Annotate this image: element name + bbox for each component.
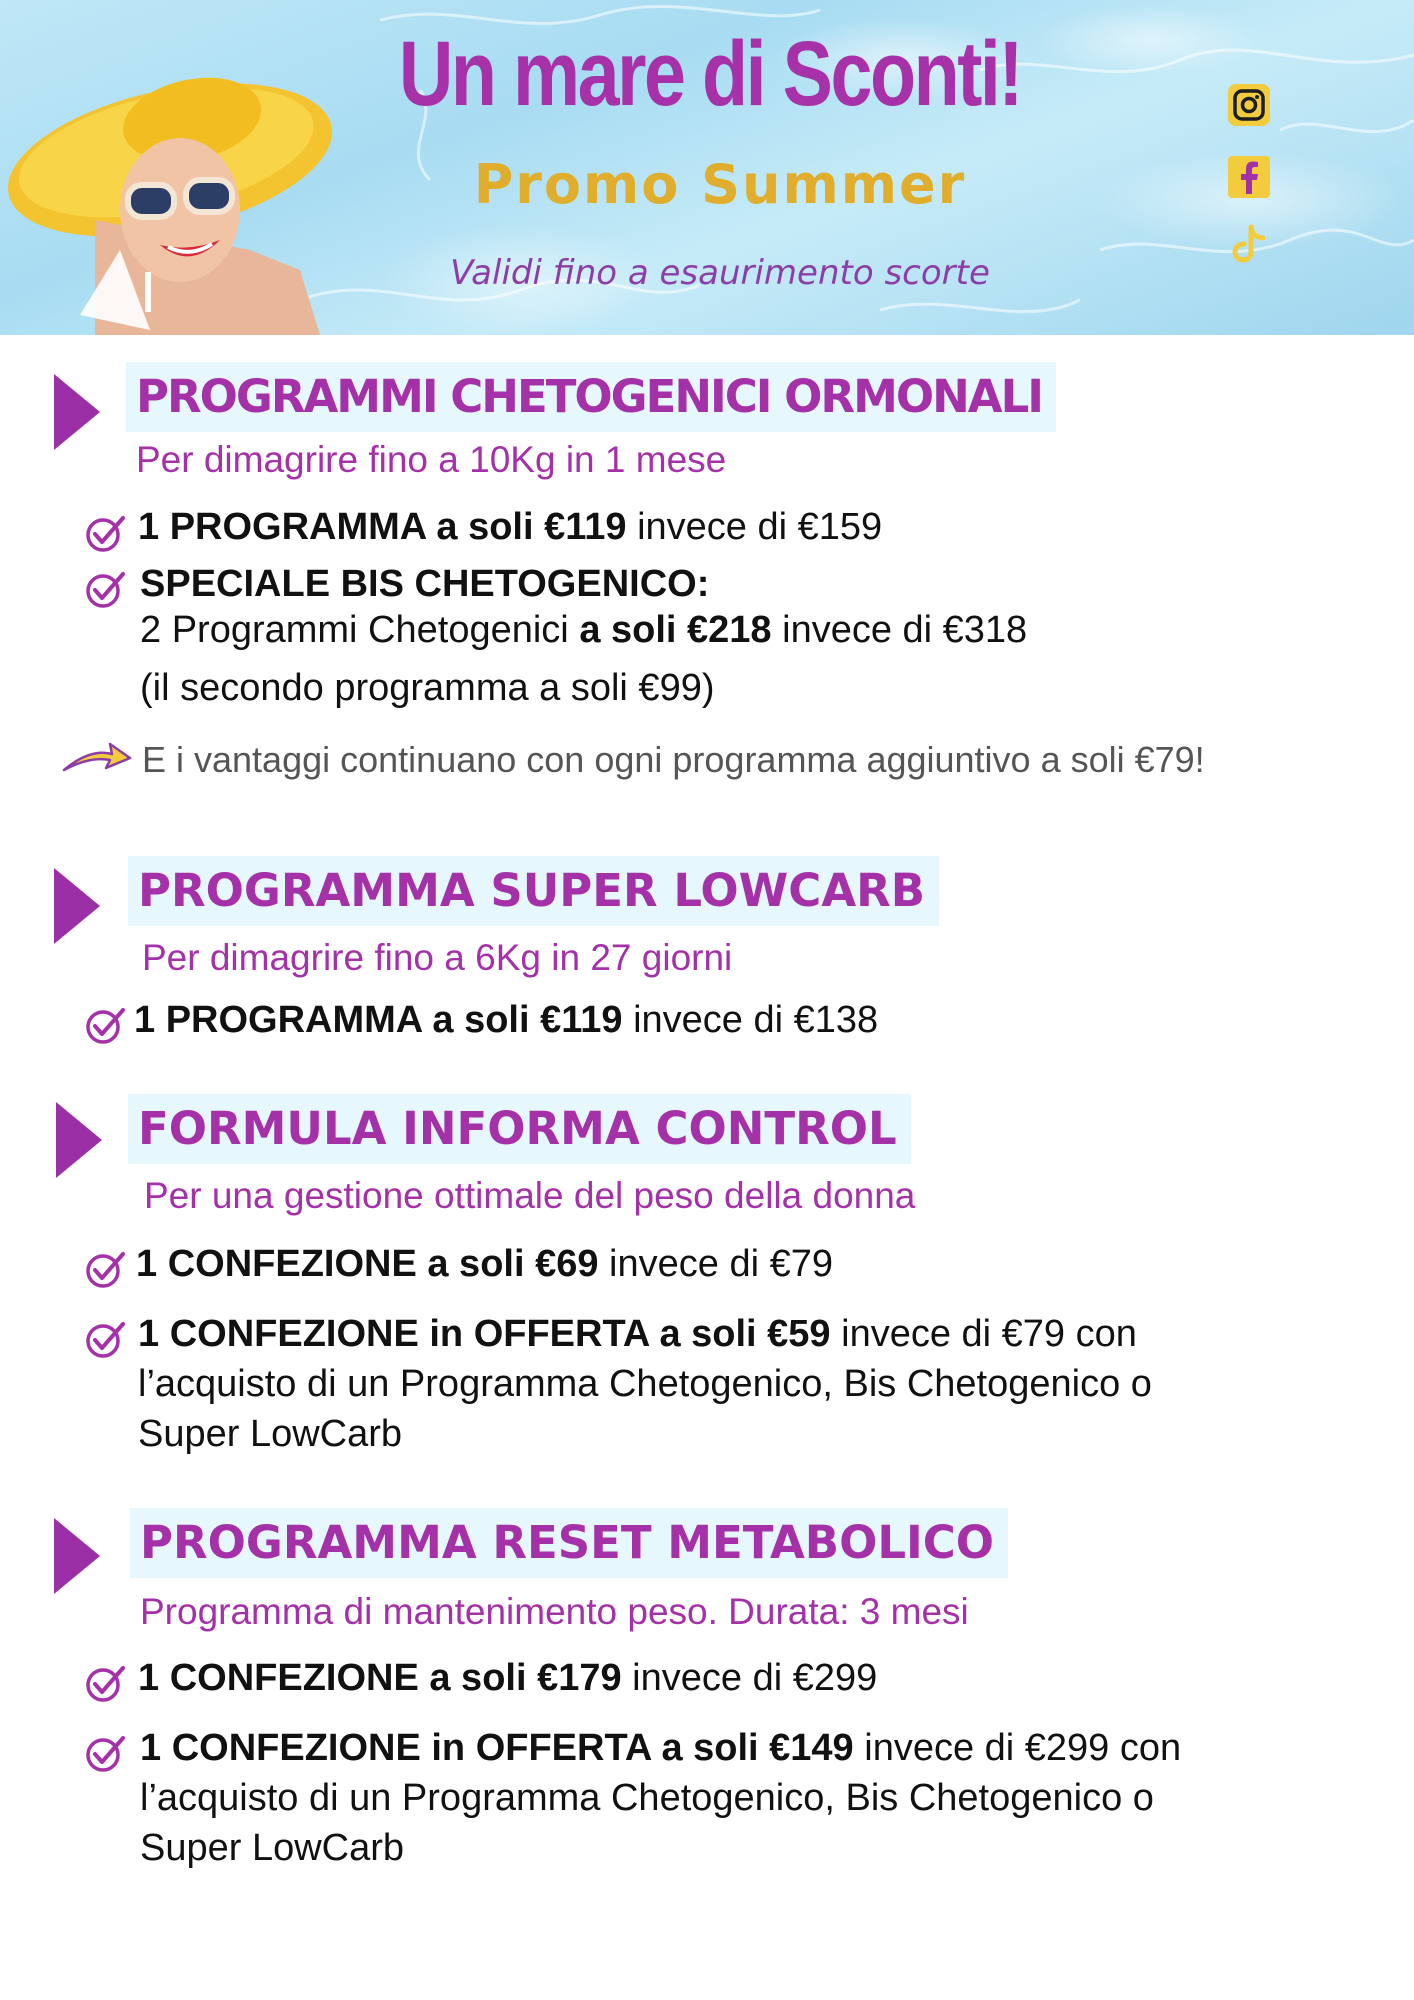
header-banner: [0, 0, 1414, 335]
section-arrow-icon: [54, 1100, 104, 1180]
offer-line-detail: Super LowCarb: [138, 1413, 403, 1455]
offer-bold: 1 PROGRAMMA a soli €119: [134, 999, 623, 1041]
offer-line: [136, 1240, 833, 1289]
section-subtitle: Per dimagrire fino a 6Kg in 27 giorni: [142, 937, 733, 978]
promo-subtitle: Promo Summer: [473, 153, 967, 216]
offer-bold: 1 PROGRAMMA a soli €119: [138, 506, 627, 548]
section-title: FORMULA INFORMA CONTROL: [128, 1094, 911, 1164]
offer-regular: invece di €138: [622, 999, 879, 1041]
tiktok-icon[interactable]: [1226, 222, 1272, 268]
offer-bold: 1 CONFEZIONE in OFFERTA a soli €59: [138, 1313, 831, 1355]
offer-line: [134, 996, 878, 1045]
section-subtitle: Programma di mantenimento peso. Durata: 3 mesi: [140, 1591, 969, 1632]
section-arrow-icon: [52, 1516, 102, 1596]
section-title: PROGRAMMI CHETOGENICI ORMONALI: [126, 362, 1056, 432]
offer-line-detail: l’acquisto di un Programma Chetogenico, Bis Chetogenico o: [138, 1363, 1152, 1405]
check-circle-icon: [84, 512, 126, 554]
offer-regular: invece di €299: [621, 1657, 878, 1699]
section-subtitle: Per una gestione ottimale del peso della donna: [144, 1175, 916, 1216]
section-title: PROGRAMMA RESET METABOLICO: [130, 1508, 1008, 1578]
offer-regular: invece di €299 con: [853, 1727, 1182, 1769]
offer-line: [138, 503, 882, 552]
offer-bold: 1 CONFEZIONE in OFFERTA a soli €149: [140, 1727, 854, 1769]
validity-note: Validi fino a esaurimento scorte: [450, 253, 990, 293]
check-circle-icon: [84, 1004, 126, 1046]
offer-line: [138, 1654, 877, 1703]
offer-bold: 1 CONFEZIONE a soli €179: [138, 1657, 622, 1699]
instagram-icon[interactable]: [1226, 82, 1272, 128]
offer-regular: invece di €79: [598, 1243, 833, 1285]
offer-regular: invece di €79 con: [830, 1313, 1137, 1355]
offer-bold: 1 CONFEZIONE a soli €69: [136, 1243, 599, 1285]
check-circle-icon: [84, 1662, 126, 1704]
offer-line-detail: 2 Programmi Chetogenici a soli €218 invece di €318: [140, 609, 1028, 651]
section-subtitle: Per dimagrire fino a 10Kg in 1 mese: [136, 439, 727, 480]
check-circle-icon: [84, 568, 126, 610]
offer-line: [138, 1310, 1137, 1359]
offer-line: [140, 560, 709, 609]
offer-line: [140, 1724, 1181, 1773]
offer-bold: SPECIALE BIS CHETOGENICO:: [140, 563, 710, 605]
section-arrow-icon: [52, 866, 102, 946]
woman-with-sunhat-image: [0, 40, 340, 335]
section-arrow-icon: [52, 372, 102, 452]
offer-line-detail: (il secondo programma a soli €99): [140, 667, 715, 709]
section-title: PROGRAMMA SUPER LOWCARB: [128, 856, 939, 926]
extra-benefit-note: E i vantaggi continuano con ogni programma aggiuntivo a soli €79!: [142, 739, 1205, 780]
check-circle-icon: [84, 1732, 126, 1774]
check-circle-icon: [84, 1318, 126, 1360]
check-circle-icon: [84, 1248, 126, 1290]
offer-line-detail: Super LowCarb: [140, 1827, 405, 1869]
offer-line-detail: l’acquisto di un Programma Chetogenico, Bis Chetogenico o: [140, 1777, 1154, 1819]
curved-arrow-icon: [60, 740, 132, 776]
promo-title: Un mare di Sconti!: [398, 23, 1022, 125]
facebook-icon[interactable]: [1226, 154, 1272, 200]
offer-regular: invece di €159: [626, 506, 883, 548]
